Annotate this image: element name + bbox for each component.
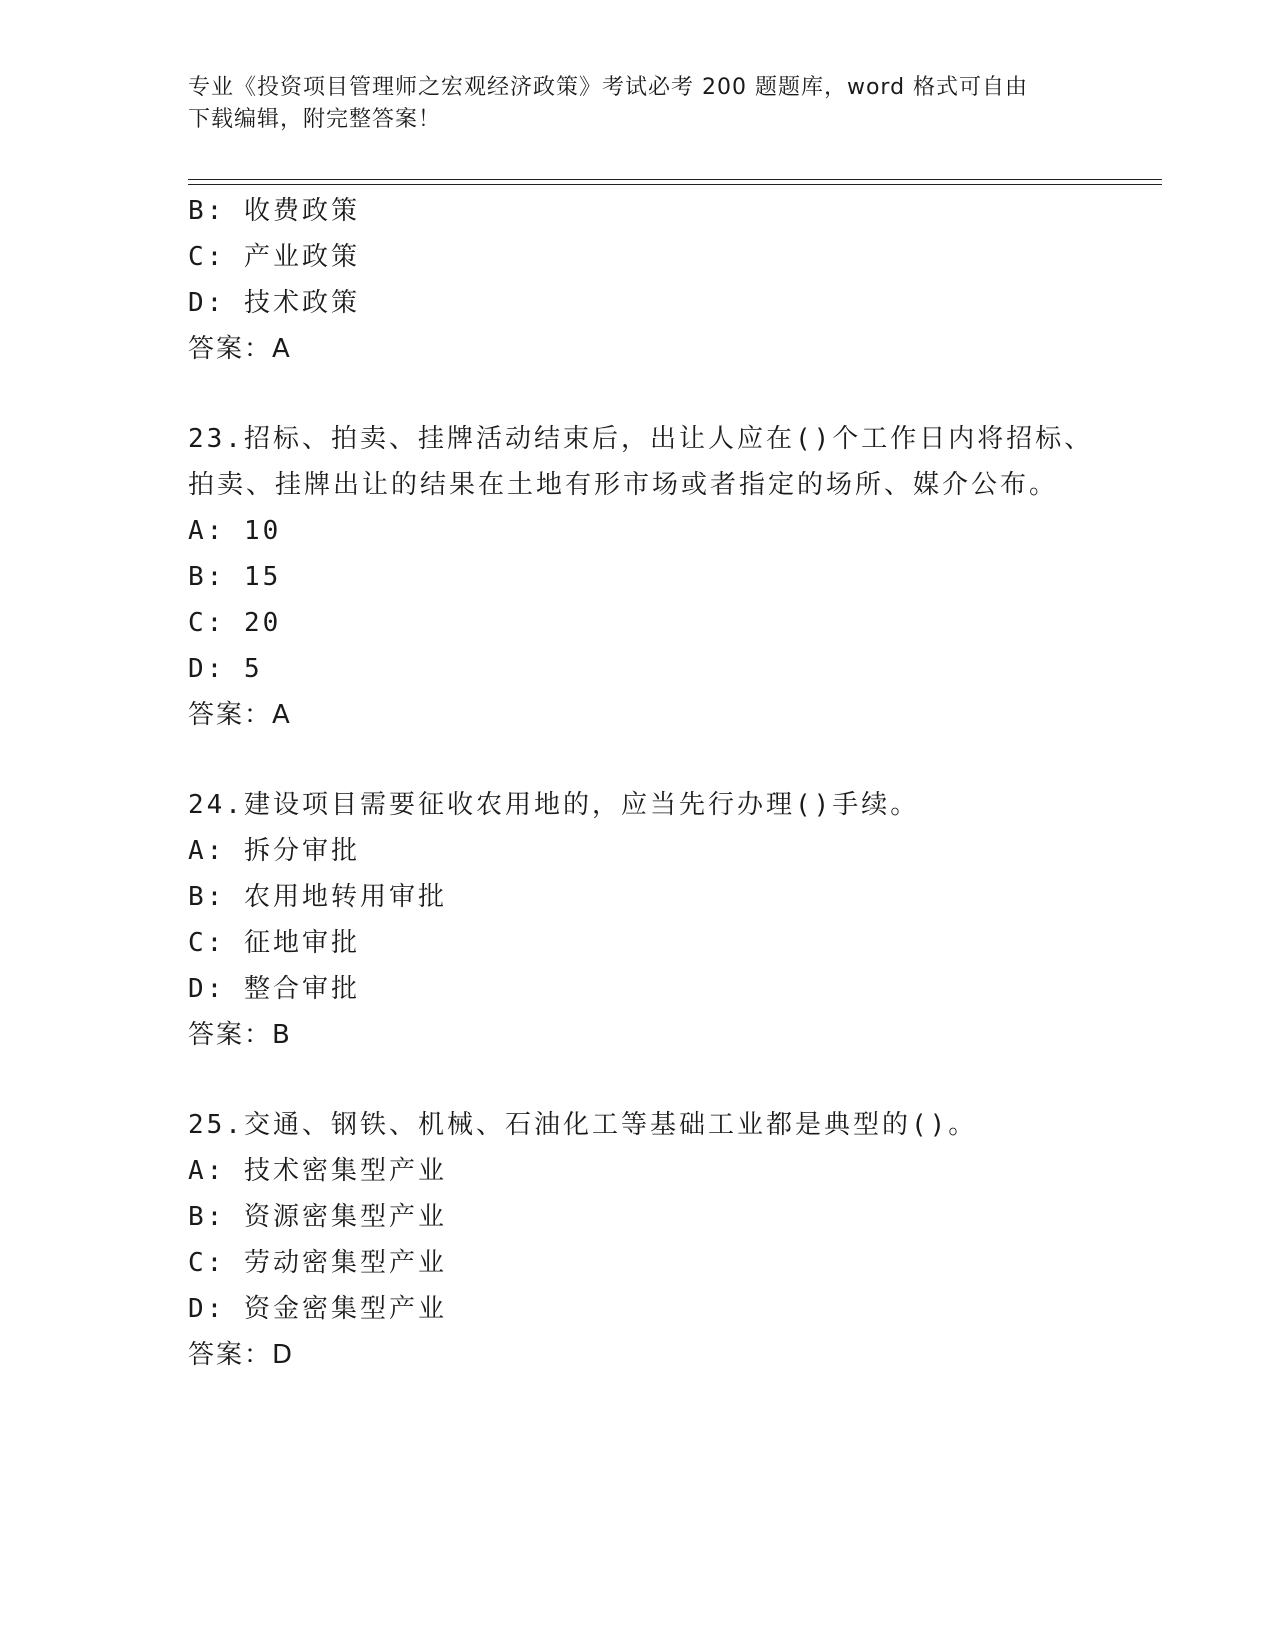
option-c: C: 产业政策 [188,242,360,272]
question-stem: 23.招标、拍卖、挂牌活动结束后，出让人应在()个工作日内将招标、 [188,424,1094,454]
option-c: C: 劳动密集型产业 [188,1248,447,1278]
question-spacer [188,738,1148,782]
question-block-24 [188,782,1148,1058]
option-b: B: 15 [188,562,282,592]
option-c: C: 20 [188,608,282,638]
question-stem: 25.交通、钢铁、机械、石油化工等基础工业都是典型的()。 [188,1110,978,1140]
document-header [188,72,1088,136]
header-divider-bottom [188,184,1162,185]
option-b: B: 农用地转用审批 [188,882,447,912]
header-divider-top [188,179,1162,180]
option-a: A: 10 [188,516,282,546]
option-d: D: 资金密集型产业 [188,1294,447,1324]
option-d: D: 整合审批 [188,974,360,1004]
option-d: D: 技术政策 [188,288,360,318]
question-block-partial [188,188,1148,372]
option-a: A: 技术密集型产业 [188,1156,447,1186]
question-spacer [188,1058,1148,1102]
option-b: B: 资源密集型产业 [188,1202,447,1232]
answer-line: 答案：B [188,1020,292,1050]
question-stem: 拍卖、挂牌出让的结果在土地有形市场或者指定的场所、媒介公布。 [188,470,1059,500]
answer-line: 答案：A [188,700,292,730]
question-block-23 [188,416,1148,738]
answer-line: 答案：A [188,334,292,364]
option-a: A: 拆分审批 [188,836,360,866]
question-block-25 [188,1102,1148,1378]
option-d: D: 5 [188,654,263,684]
question-stem: 24.建设项目需要征收农用地的，应当先行办理()手续。 [188,790,920,820]
answer-line: 答案：D [188,1340,295,1370]
header-line-2: 下载编辑，附完整答案！ [188,107,442,132]
question-spacer [188,372,1148,416]
header-line-1: 专业《投资项目管理师之宏观经济政策》考试必考 200 题题库，word 格式可自由 [188,75,1029,100]
question-list [188,188,1148,1378]
option-b: B: 收费政策 [188,196,360,226]
option-c: C: 征地审批 [188,928,360,958]
